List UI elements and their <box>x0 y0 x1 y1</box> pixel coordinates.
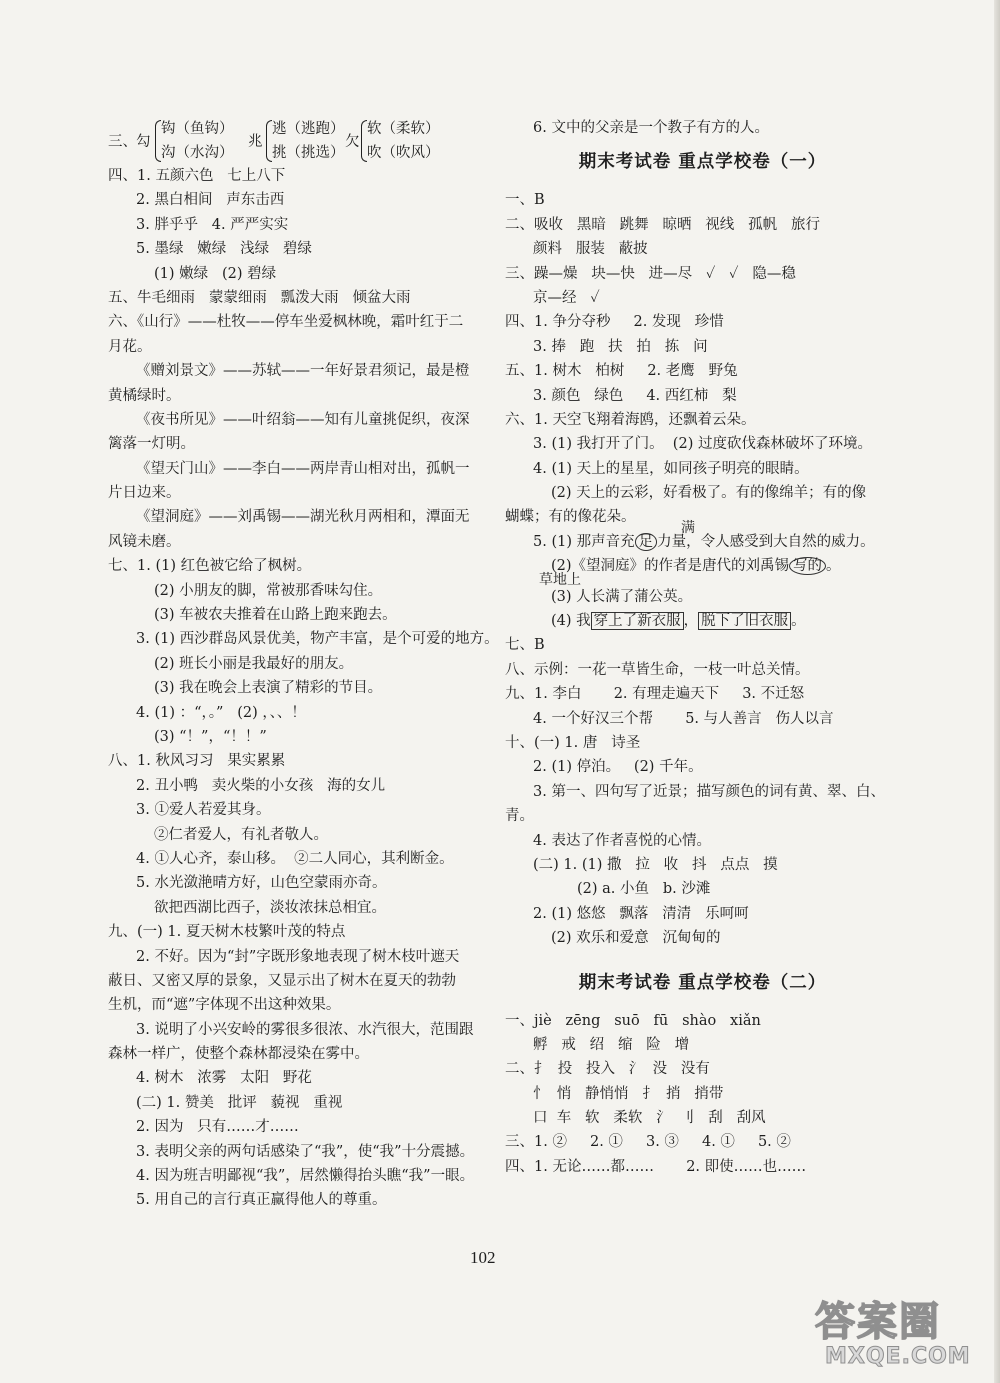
answer-line: 4. ①人心齐，泰山移。 ②二人同心，其利断金。 <box>136 850 454 867</box>
correction-line-2: (2)《望洞庭》的作者是唐代的刘禹锡 写的 。 <box>551 558 841 575</box>
section-heading-1: 期末考试卷 重点学校卷（一） <box>578 152 827 173</box>
answer-line: 6. 文中的父亲是一个教子有方的人。 <box>533 120 769 136</box>
answer-line: 篱落一灯明。 <box>108 436 195 453</box>
answer-line: 三、躁—燥 块—快 进—尽 ✓ ✓ 隐—稳 <box>505 265 796 282</box>
answer-line: 七、B <box>505 637 545 654</box>
answer-line: 4. 一个好汉三个帮 5. 与人善言 伤人以言 <box>533 710 834 727</box>
answer-line: 5. 墨绿 嫩绿 浅绿 碧绿 <box>136 241 312 258</box>
answer-line: 蔽日、又密又厚的景象，又显示出了树木在夏天的勃勃 <box>108 972 456 989</box>
answer-line: 七、1. (1) 红色被它给了枫树。 <box>108 558 312 575</box>
answer-line: 六、1. 天空飞翔着海鸥，还飘着云朵。 <box>505 411 756 428</box>
brace-1-top: 钩（鱼钩） <box>161 121 234 137</box>
watermark-top-text: 答案圈 <box>815 1299 941 1345</box>
answer-line: 颜料 服装 蔽披 <box>533 241 648 258</box>
answer-line: (2) 欢乐和爱意 沉甸甸的 <box>551 930 721 947</box>
answer-line: 3. 捧 跑 扶 拍 拣 问 <box>533 338 708 355</box>
answer-line: 2. 丑小鸭 卖火柴的小女孩 海的女儿 <box>136 777 386 794</box>
correction-line-4: (4) 我 穿上了新衣服 ， 脱下了旧衣服 。 <box>551 613 806 630</box>
answer-line: 4. 因为班吉明鄙视“我”，居然懒得抬头瞧“我”一眼。 <box>136 1168 475 1185</box>
answer-line: 九、1. 李白 2. 有理走遍天下 3. 不迁怒 <box>505 686 805 703</box>
answer-line: (2) 小朋友的脚，常被那香味勾住。 <box>154 582 383 599</box>
correction-annotation: 满 <box>681 519 695 536</box>
answer-line: 3. 胖乎乎 4. 严严实实 <box>136 216 289 233</box>
answer-line: 4. (1) ：“，。” (2) ，、、！ <box>136 704 306 721</box>
section-3-label: 三、 <box>108 134 137 150</box>
watermark-logo <box>815 1290 990 1375</box>
answer-line: 森林一样广，使整个森林都浸染在雾中。 <box>108 1046 369 1063</box>
answer-line: 月花。 <box>108 338 152 355</box>
answer-line: 《望天门山》——李白——两岸青山相对出，孤帆一 <box>136 460 470 477</box>
answer-line: 京—经 ✓ <box>533 289 600 306</box>
answer-line: 片日边来。 <box>108 485 181 502</box>
answer-line: 三、1. ② 2. ① 3. ③ 4. ① 5. ② <box>505 1134 791 1151</box>
boxed-phrase: 穿上了新衣服 <box>591 612 684 630</box>
section-3-braces <box>108 116 493 164</box>
answer-line: 六、《山行》——杜牧——停车坐爱枫林晚，霜叶红于二 <box>108 314 464 331</box>
answer-line: 3. (1) 西沙群岛风景优美，物产丰富，是个可爱的地方。 <box>136 631 499 648</box>
right-column <box>505 116 900 1179</box>
answer-line: 五、牛毛细雨 蒙蒙细雨 瓢泼大雨 倾盆大雨 <box>108 289 411 306</box>
answer-line: 忄 悄 静悄悄 扌 捎 捎带 <box>533 1085 724 1102</box>
brace-2-top: 逃（逃跑） <box>272 121 345 137</box>
answer-line: 4. 树木 浓雾 太阳 野花 <box>136 1070 312 1087</box>
answer-line: 十、(一) 1. 唐 诗圣 <box>505 734 641 751</box>
answer-line: (二) 1. 赞美 批评 藐视 重视 <box>136 1094 343 1111</box>
answer-line: 欲把西湖比西子，淡妆浓抹总相宜。 <box>154 899 386 916</box>
page-number: 102 <box>470 1248 496 1267</box>
answer-line: 2. (1) 停泊。 (2) 千年。 <box>533 759 703 776</box>
answer-line: (3) “！”，“！！” <box>154 728 267 745</box>
answer-line: 风镜未磨。 <box>108 533 181 550</box>
answer-line: 3. ①爱人若爱其身。 <box>136 802 271 819</box>
circled-word: 写的 <box>789 557 826 575</box>
answer-line: 黄橘绿时。 <box>108 387 181 404</box>
answer-line: 《望洞庭》——刘禹锡——湖光秋月两相和，潭面无 <box>136 509 470 526</box>
answer-line: 2. 黑白相间 声东击西 <box>136 192 285 209</box>
answer-line: 2. (1) 悠悠 飘落 清清 乐呵呵 <box>533 905 749 922</box>
answer-line: (3) 车被农夫推着在山路上跑来跑去。 <box>154 607 397 624</box>
answer-line: 2. 因为 只有……才…… <box>136 1119 299 1136</box>
boxed-phrase: 脱下了旧衣服 <box>698 612 791 630</box>
answer-line: (二) 1. (1) 撒 拉 收 抖 点点 摸 <box>533 856 778 873</box>
answer-line: 一、B <box>505 192 545 209</box>
brace-1-bottom: 沟（水沟） <box>161 145 234 161</box>
brace-2-bottom: 挑（挑选） <box>272 145 345 161</box>
answer-line: 一、jiè zēng suō fū shào xiǎn <box>505 1012 761 1029</box>
answer-line: 蝴蝶；有的像花朵。 <box>505 509 636 526</box>
watermark-bottom-text: MXQE.COM <box>825 1344 971 1369</box>
section-heading-2: 期末考试卷 重点学校卷（二） <box>578 972 827 993</box>
answer-line: 4. (1) 天上的星星，如同孩子明亮的眼睛。 <box>533 460 809 477</box>
answer-line: 《夜书所见》——叶绍翁——知有儿童挑促织，夜深 <box>136 411 470 428</box>
correction-line-3: 草地上 (3) 人长满了蒲公英。 <box>505 585 900 609</box>
insertion-annotation: 草地上 <box>539 571 581 588</box>
brace-head-2: 兆 <box>248 134 263 150</box>
answer-line: 口 车 软 柔软 氵 刂 刮 刮风 <box>533 1110 766 1127</box>
answer-line: 4. 表达了作者喜悦的心情。 <box>533 832 711 849</box>
answer-line: (2) a. 小鱼 b. 沙滩 <box>577 881 711 898</box>
answer-line: 八、示例：一花一草皆生命，一枝一叶总关情。 <box>505 661 810 678</box>
answer-line: 生机，而“遮”字体现不出这种效果。 <box>108 997 341 1014</box>
brace-head-1: 勾 <box>136 134 151 150</box>
answer-line: 5. 水光潋滟晴方好，山色空蒙雨亦奇。 <box>136 875 387 892</box>
answer-line: (3) 我在晚会上表演了精彩的节目。 <box>154 680 383 697</box>
answer-line: 3. 颜色 绿色 4. 西红柿 梨 <box>533 387 737 404</box>
answer-line: 四、1. 争分夺秒 2. 发现 珍惜 <box>505 314 724 331</box>
answer-line: ②仁者爱人，有礼者敬人。 <box>154 826 328 843</box>
brace-3-top: 软（柔软） <box>367 121 440 137</box>
answer-line: 孵 戒 绍 缩 险 增 <box>533 1036 690 1053</box>
answer-line: (2) 天上的云彩，好看极了。有的像绵羊；有的像 <box>551 485 867 502</box>
answer-line: 四、1. 五颜六色 七上八下 <box>108 168 286 184</box>
circled-char: 足 <box>635 533 658 551</box>
answer-line: 3. (1) 我打开了门。 (2) 过度砍伐森林破坏了环境。 <box>533 436 872 453</box>
answer-line: 《赠刘景文》——苏轼——一年好景君须记，最是橙 <box>136 363 470 380</box>
answer-line: 二、吸收 黑暗 跳舞 晾晒 视线 孤帆 旅行 <box>505 216 820 233</box>
answer-line: 3. 第一、四句写了近景；描写颜色的词有黄、翠、白、 <box>533 783 885 800</box>
answer-line: 二、扌 投 投入 氵 没 没有 <box>505 1061 710 1078</box>
answer-line: 5. 用自己的言行真正赢得他人的尊重。 <box>136 1192 387 1209</box>
answer-line: 青。 <box>505 808 534 825</box>
answer-line: (2) 班长小丽是我最好的朋友。 <box>154 655 354 672</box>
brace-3-bottom: 吹（吹风） <box>367 145 440 161</box>
answer-line: 八、1. 秋风习习 果实累累 <box>108 753 286 770</box>
answer-line: 3. 说明了小兴安岭的雾很多很浓、水汽很大，范围跟 <box>136 1021 474 1038</box>
page-edge <box>994 0 1000 1383</box>
answer-line: 九、(一) 1. 夏天树木枝繁叶茂的特点 <box>108 924 346 941</box>
answer-line: (1) 嫩绿 (2) 碧绿 <box>154 265 277 282</box>
answer-line: 四、1. 无论……都…… 2. 即使……也…… <box>505 1158 807 1175</box>
left-column <box>108 116 499 1213</box>
answer-line: 3. 表明父亲的两句话感染了“我”，使“我”十分震撼。 <box>136 1143 475 1160</box>
correction-line-1: 5. (1) 那声音充 足 力量，令人感受到大自然的威力。 满 <box>505 530 900 554</box>
answer-line: 五、1. 树木 柏树 2. 老鹰 野兔 <box>505 363 738 380</box>
answer-line: 2. 不好。因为“封”字既形象地表现了树木枝叶遮天 <box>136 948 460 965</box>
brace-head-3: 欠 <box>345 134 360 150</box>
